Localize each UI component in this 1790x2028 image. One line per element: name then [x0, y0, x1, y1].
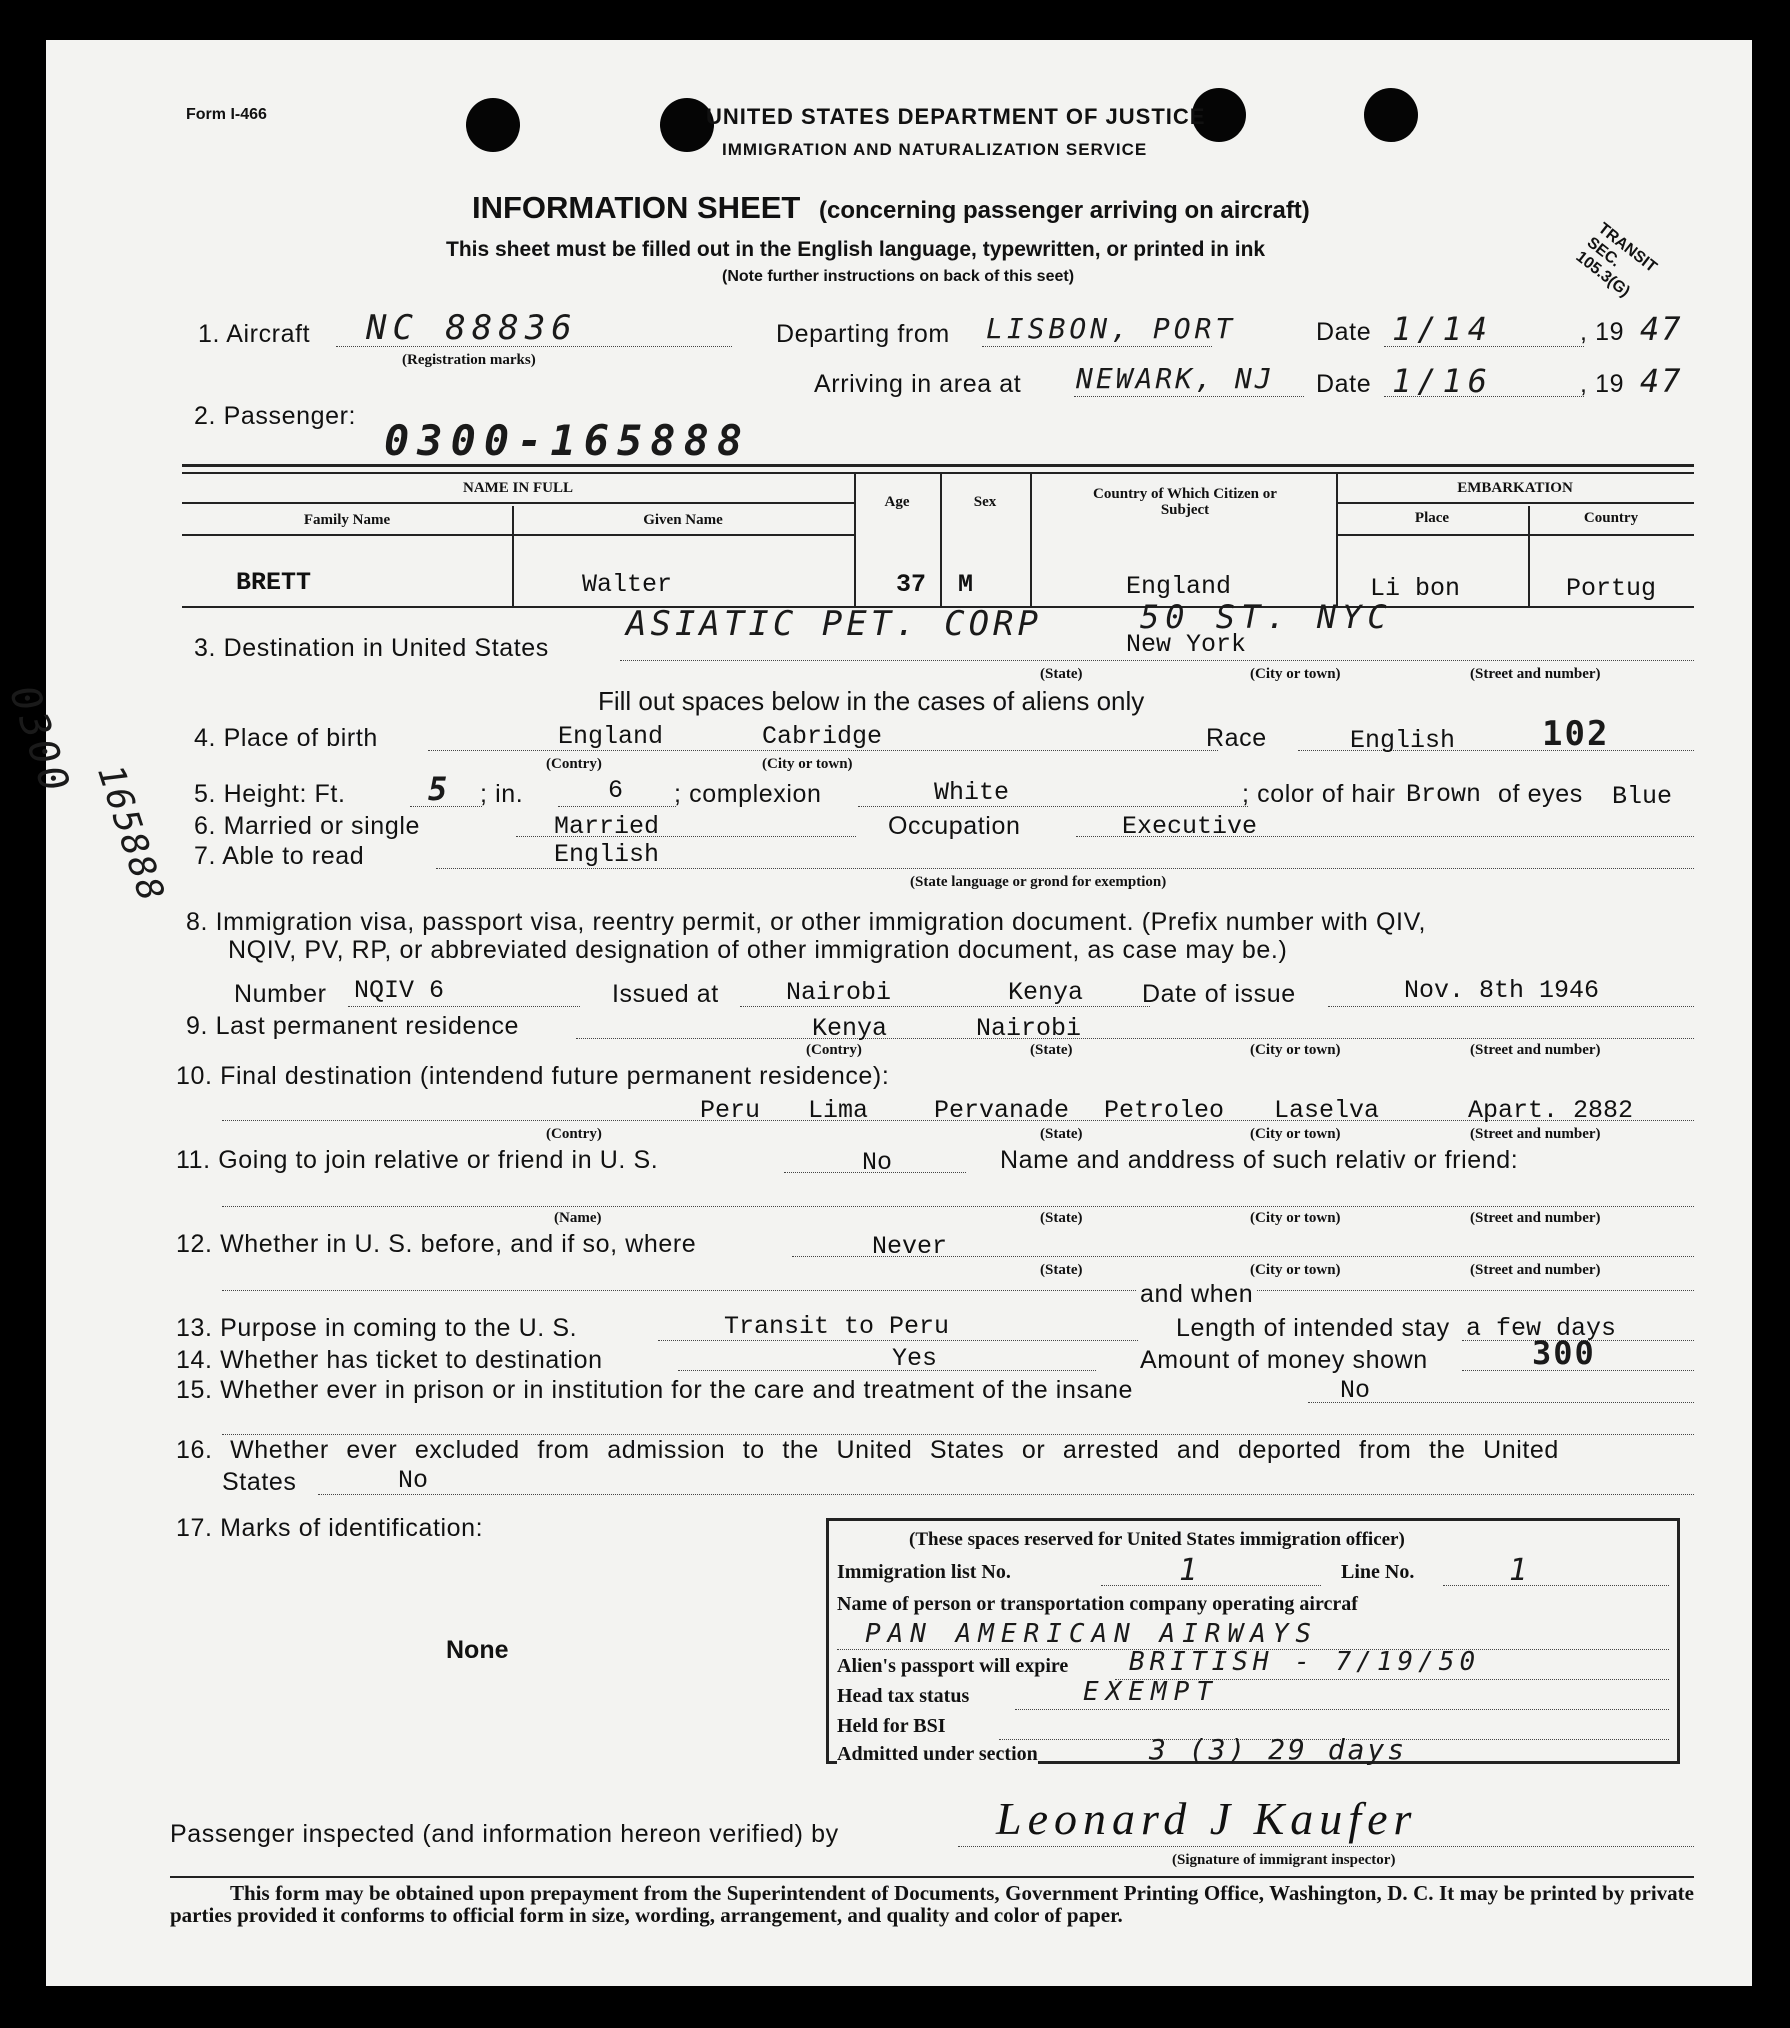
registration-caption: (Registration marks): [402, 352, 536, 368]
sex-cell: M: [958, 570, 974, 599]
punch-hole: [1364, 88, 1418, 142]
complexion-line: [858, 806, 1248, 807]
birth-country-caption: (Contry): [546, 756, 602, 772]
family-name-cell: BRETT: [236, 568, 312, 597]
headtax-value: EXEMPT: [1083, 1677, 1219, 1707]
final-destination-label: 10. Final destination (intendend future permanent residence):: [176, 1062, 890, 1090]
table-top-rule: [182, 464, 1694, 467]
money-value: 300: [1532, 1334, 1596, 1372]
final-country-caption: (Contry): [546, 1126, 602, 1142]
table-mid-rule: [182, 502, 854, 504]
join-relative-label: 11. Going to join relative or friend in U. S.: [176, 1146, 659, 1174]
age-cell: 37: [896, 570, 927, 599]
final-state-caption: (State): [1040, 1126, 1083, 1142]
inspector-signature: Leonard J Kaufer: [996, 1793, 1418, 1844]
officer-heading: (These spaces reserved for United States immigration officer): [909, 1529, 1405, 1550]
relative-street-caption: (Street and number): [1470, 1210, 1601, 1226]
visa-number-label: Number: [234, 980, 327, 1008]
issued-country: Kenya: [1008, 978, 1084, 1007]
height-inches: 6: [608, 776, 624, 805]
before-value: Never: [872, 1232, 948, 1261]
final-street-1: Petroleo: [1104, 1096, 1225, 1125]
relative-name-caption: (Name): [554, 1210, 602, 1226]
destination-label: 3. Destination in United States: [194, 634, 549, 662]
form-title-main: INFORMATION SHEET: [472, 190, 801, 225]
before-city-caption: (City or town): [1250, 1262, 1341, 1278]
table-col-line: [1030, 474, 1032, 608]
footer-text: This form may be obtained upon prepayment from the Superintendent of Documents, Government Printing Office, Washington, D. C. It may be printed by private parties provided it conforms to official form in size, wording, arrangement, and quality and color of paper.: [170, 1881, 1694, 1927]
before-state-caption: (State): [1040, 1262, 1083, 1278]
form-title: [472, 190, 1310, 226]
read-value: English: [554, 840, 660, 869]
eyes-label: of eyes: [1498, 780, 1583, 808]
officer-box: [826, 1518, 1680, 1764]
final-city-caption: (City or town): [1250, 1126, 1341, 1142]
hair-label: ; color of hair: [1242, 780, 1396, 808]
company-value: PAN AMERICAN AIRWAYS: [865, 1619, 1319, 1649]
birth-country: England: [558, 722, 664, 751]
signature-line: [958, 1846, 1694, 1847]
ticket-label: 14. Whether has ticket to destination: [176, 1346, 603, 1374]
prison-value: No: [1340, 1376, 1371, 1405]
identification-label: 17. Marks of identification:: [176, 1514, 484, 1542]
aircraft-value: NC 88836: [366, 308, 578, 348]
relative-state-caption: (State): [1040, 1210, 1083, 1226]
read-caption: (State language or grond for exemption): [910, 874, 1167, 890]
departing-year-prefix: , 19: [1580, 318, 1625, 346]
prison-line-2: [222, 1434, 1694, 1435]
name-in-full-header: NAME IN FULL: [462, 480, 573, 496]
residence-country: Kenya: [812, 1014, 888, 1043]
relative-city-caption: (City or town): [1250, 1210, 1341, 1226]
excluded-line1: 16. Whether ever excluded from admission to the United States or arrested and deported from the United: [176, 1436, 1559, 1464]
residence-street-caption: (Street and number): [1470, 1042, 1601, 1058]
margin-note-line1: 0300: [0, 680, 79, 802]
destination-city-caption: (City or town): [1250, 666, 1341, 682]
residence-state-caption: (State): [1030, 1042, 1073, 1058]
table-mid-rule: [1336, 502, 1694, 504]
stay-value: a few days: [1466, 1314, 1617, 1343]
form-note: (Note further instructions on back of this seet): [722, 268, 1075, 285]
list-no-label: Immigration list No.: [837, 1561, 1011, 1583]
admitted-label: Admitted under section: [837, 1743, 1038, 1765]
issue-date: Nov. 8th 1946: [1404, 976, 1600, 1005]
final-street-3: Apart. 2882: [1468, 1096, 1634, 1125]
residence-country-caption: (Contry): [806, 1042, 862, 1058]
passport-value: BRITISH - 7/19/50: [1129, 1647, 1481, 1677]
margin-note-line2: 165888: [89, 760, 172, 908]
punch-hole: [466, 98, 520, 152]
service-heading: IMMIGRATION AND NATURALIZATION SERVICE: [722, 140, 1148, 159]
destination-street-caption: (Street and number): [1470, 666, 1601, 682]
line-no-line: [1443, 1585, 1669, 1586]
aliens-only-note: Fill out spaces below in the cases of aliens only: [598, 686, 1145, 716]
destination-street: 50 ST. NYC: [1140, 598, 1393, 636]
visa-line2: NQIV, PV, RP, or abbreviated designation of other immigration document, as case may be.): [228, 936, 1288, 964]
arriving-label: Arriving in area at: [814, 370, 1022, 398]
departing-date-value: 1/14: [1392, 310, 1494, 348]
relative-name-label: Name and anddress of such relativ or friend:: [1000, 1146, 1519, 1174]
departing-value: LISBON, PORT: [986, 312, 1237, 345]
transit-stamp: TRANSIT SEC. 105.3(G): [1572, 219, 1660, 301]
ticket-line: [678, 1370, 1096, 1371]
departing-line: [982, 346, 1212, 347]
residence-label: 9. Last permanent residence: [186, 1012, 520, 1040]
read-label: 7. Able to read: [194, 842, 365, 870]
signature-caption: (Signature of immigrant inspector): [1172, 1852, 1396, 1868]
identification-value: None: [446, 1636, 509, 1664]
issue-date-label: Date of issue: [1142, 980, 1296, 1008]
list-no-line: [1101, 1585, 1321, 1586]
before-street-caption: (Street and number): [1470, 1262, 1601, 1278]
arriving-date-label: Date: [1316, 370, 1372, 398]
headtax-label: Head tax status: [837, 1685, 970, 1707]
arriving-year: 47: [1640, 362, 1683, 400]
issued-label: Issued at: [612, 980, 719, 1008]
complexion-label: ; complexion: [674, 780, 822, 808]
line-no-value: 1: [1509, 1553, 1534, 1588]
given-name-cell: Walter: [582, 570, 673, 599]
bsi-label: Held for BSI: [837, 1715, 946, 1737]
departing-year: 47: [1640, 310, 1683, 348]
hair-value: Brown: [1406, 780, 1482, 809]
embark-place-cell: Li bon: [1370, 574, 1461, 603]
money-label: Amount of money shown: [1140, 1346, 1428, 1374]
final-street-caption: (Street and number): [1470, 1126, 1601, 1142]
stay-label: Length of intended stay: [1176, 1314, 1450, 1342]
table-head-rule: [1336, 534, 1694, 536]
given-name-header: Given Name: [643, 512, 723, 528]
form-title-sub: (concerning passenger arriving on aircraft): [819, 197, 1310, 224]
inspected-label: Passenger inspected (and information hereon verified) by: [170, 1820, 839, 1848]
final-street-2: Laselva: [1274, 1096, 1380, 1125]
issue-date-line: [1328, 1006, 1694, 1007]
passenger-value: 0300-165888: [384, 416, 751, 465]
sex-header: Sex: [973, 494, 997, 510]
aircraft-label: 1. Aircraft: [198, 320, 311, 348]
height-in-line: [558, 806, 676, 807]
married-label: 6. Married or single: [194, 812, 420, 840]
issued-city: Nairobi: [786, 978, 892, 1007]
prison-label: 15. Whether ever in prison or in institution for the care and treatment of the insane: [176, 1376, 1134, 1404]
excluded-value: No: [398, 1466, 429, 1495]
excluded-line2: States: [222, 1468, 297, 1496]
purpose-label: 13. Purpose in coming to the U. S.: [176, 1314, 578, 1342]
final-country: Peru: [700, 1096, 761, 1125]
residence-city-caption: (City or town): [1250, 1042, 1341, 1058]
form-number: Form I-466: [186, 106, 267, 123]
before-where-line: [222, 1290, 1694, 1291]
arriving-year-prefix: , 19: [1580, 370, 1625, 398]
arriving-date-value: 1/16: [1392, 362, 1494, 400]
headtax-line: [1015, 1709, 1669, 1710]
residence-city: Nairobi: [976, 1014, 1082, 1043]
race-value: English: [1350, 726, 1456, 755]
birth-city-caption: (City or town): [762, 756, 853, 772]
destination-state-caption: (State): [1040, 666, 1083, 682]
race-label: Race: [1206, 724, 1267, 752]
final-state: Lima: [808, 1096, 869, 1125]
height-ft: 5: [428, 770, 454, 808]
join-relative-value: No: [862, 1148, 893, 1177]
destination-city: New York: [1126, 630, 1247, 659]
final-city: Pervanade: [934, 1096, 1070, 1125]
relative-address-line: [222, 1206, 1694, 1207]
table-top-rule-2: [182, 472, 1694, 474]
embark-country-cell: Portug: [1566, 574, 1657, 603]
passport-label: Alien's passport will expire: [837, 1655, 1069, 1677]
arriving-value: NEWARK, NJ: [1076, 362, 1275, 395]
place-header: Place: [1414, 510, 1450, 526]
race-code: 102: [1542, 714, 1610, 754]
birth-city: Cabridge: [762, 722, 883, 751]
line-no-label: Line No.: [1341, 1561, 1415, 1583]
footer-rule: [170, 1876, 1694, 1878]
occupation-value: Executive: [1122, 812, 1258, 841]
citizen-header: Country of Which Citizen or Subject: [1093, 486, 1277, 518]
age-header: Age: [884, 494, 910, 510]
departing-label: Departing from: [776, 320, 950, 348]
admitted-value: 3 (3) 29 days: [1149, 1733, 1408, 1766]
country-header: Country: [1583, 510, 1639, 526]
visa-line1: 8. Immigration visa, passport visa, reentry permit, or other immigration document. (Prefix number with QIV,: [186, 908, 1427, 936]
residence-line: [576, 1038, 1694, 1039]
height-label: 5. Height: Ft.: [194, 780, 346, 808]
form-sheet: [0, 40, 1752, 1986]
arriving-line: [1074, 396, 1304, 397]
ticket-value: Yes: [892, 1344, 938, 1373]
form-instructions: This sheet must be filled out in the English language, typewritten, or printed in ink: [446, 238, 1266, 261]
visa-number-line: [348, 1006, 580, 1007]
height-in-label: ; in.: [480, 780, 524, 808]
destination-line: [620, 660, 1694, 661]
birth-label: 4. Place of birth: [194, 724, 378, 752]
excluded-line: [318, 1494, 1694, 1495]
eyes-value: Blue: [1612, 782, 1673, 811]
embarkation-header: EMBARKATION: [1457, 480, 1573, 496]
complexion-value: White: [934, 778, 1010, 807]
family-name-header: Family Name: [303, 512, 391, 528]
visa-number: NQIV 6: [354, 976, 445, 1005]
passenger-label: 2. Passenger:: [194, 402, 357, 430]
before-when-label: and when: [1136, 1280, 1257, 1309]
table-head-rule: [182, 534, 854, 536]
department-heading: UNITED STATES DEPARTMENT OF JUSTICE: [706, 104, 1206, 129]
before-label: 12. Whether in U. S. before, and if so, where: [176, 1230, 697, 1258]
departing-date-label: Date: [1316, 318, 1372, 346]
married-value: Married: [554, 812, 660, 841]
list-no-value: 1: [1179, 1553, 1204, 1588]
destination-company: ASIATIC PET. CORP: [626, 604, 1042, 644]
company-label: Name of person or transportation company operating aircraf: [837, 1593, 1358, 1615]
purpose-value: Transit to Peru: [724, 1312, 950, 1341]
occupation-label: Occupation: [888, 812, 1021, 840]
citizen-cell: England: [1126, 572, 1232, 601]
